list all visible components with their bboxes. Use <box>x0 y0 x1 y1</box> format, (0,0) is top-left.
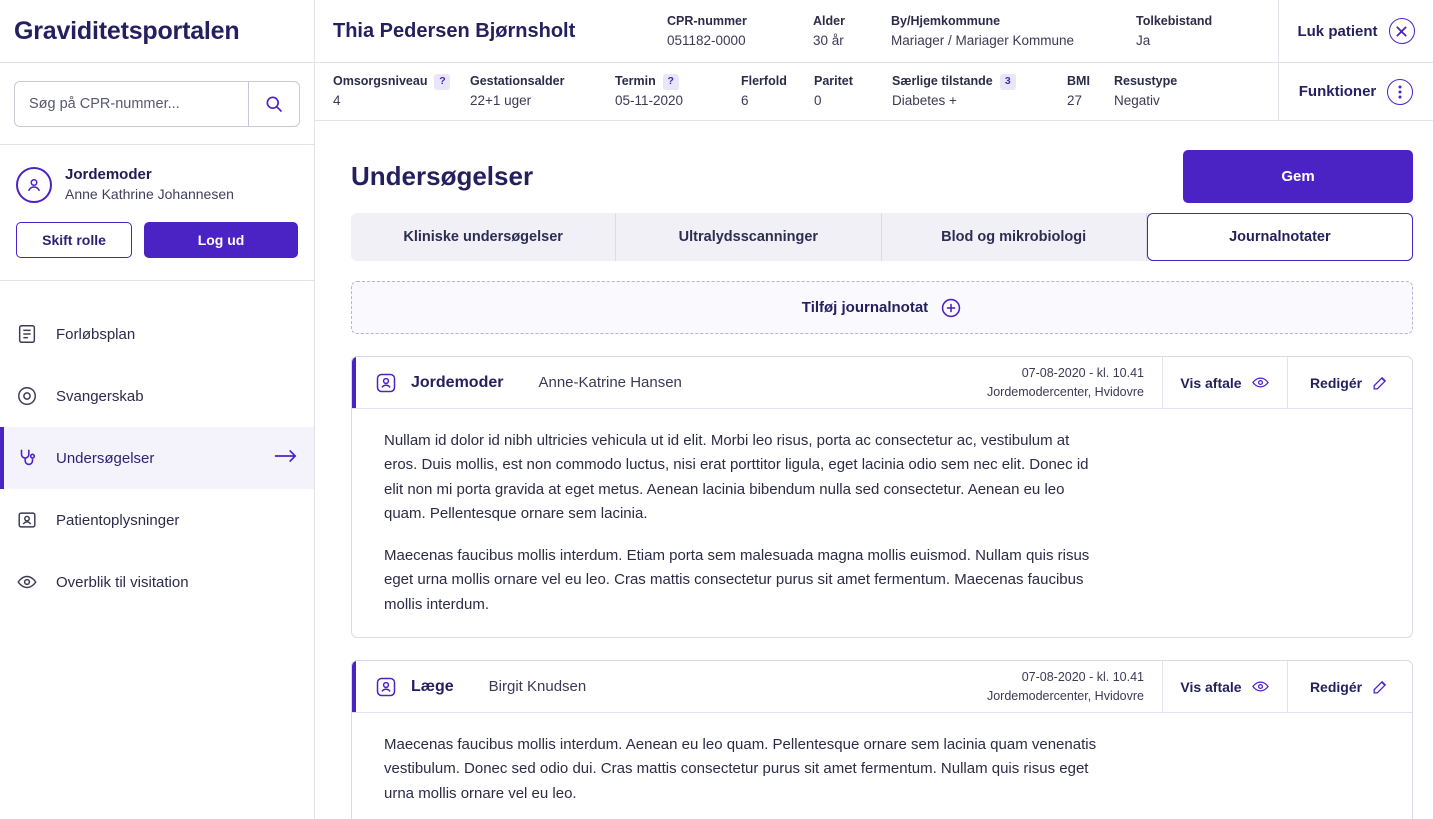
plus-circle-icon <box>940 297 962 319</box>
tab-kliniske-undersogelser[interactable]: Kliniske undersøgelser <box>351 213 616 261</box>
add-journal-note-label: Tilføj journalnotat <box>801 299 929 316</box>
journal-note-role: Læge <box>411 677 454 695</box>
field-value: 27 <box>1067 93 1083 109</box>
clinical-field-flerfold <box>741 72 814 110</box>
role-title: Jordemoder <box>65 166 152 183</box>
journal-note-body <box>352 409 1412 637</box>
field-label <box>892 72 1045 91</box>
field-label-text: Særlige tilstande <box>892 74 993 89</box>
field-value: Mariager / Mariager Kommune <box>891 32 1075 48</box>
clinical-field-resustype <box>1114 72 1224 110</box>
field-value: 30 år <box>813 32 844 48</box>
journal-note-author <box>352 357 987 408</box>
sidebar-item-label: Overblik til visitation <box>56 573 189 591</box>
functions-button[interactable] <box>1278 63 1433 121</box>
sidebar-item-svangerskab[interactable] <box>0 365 314 427</box>
pregnancy-icon <box>14 385 40 407</box>
field-label <box>1114 72 1202 91</box>
pencil-icon <box>1371 373 1390 392</box>
role-buttons <box>16 222 298 258</box>
tab-ultralydsscanninger[interactable]: Ultralydsscanninger <box>616 213 881 261</box>
stethoscope-badge-icon <box>374 675 398 699</box>
page-head <box>335 121 1413 205</box>
field-value: 4 <box>333 93 341 109</box>
journal-note-header <box>352 661 1412 713</box>
journal-note-date: 07-08-2020 - kl. 10.41 <box>1021 669 1144 684</box>
sidebar-item-label: Patientoplysninger <box>56 511 180 529</box>
dots-vertical-icon <box>1387 79 1413 105</box>
id-card-icon <box>14 509 40 531</box>
field-label-text: Paritet <box>814 74 853 89</box>
journal-note-header <box>352 357 1412 409</box>
journal-note-date: 07-08-2020 - kl. 10.41 <box>1021 365 1144 380</box>
journal-note-author <box>352 661 987 712</box>
patient-field-municipality <box>891 12 1136 50</box>
clinical-field-paritet <box>814 72 892 110</box>
field-label <box>470 72 593 91</box>
patient-field-cpr <box>667 12 813 50</box>
patient-header-bar <box>315 0 1433 63</box>
user-circle-icon <box>16 167 52 203</box>
close-patient-button[interactable] <box>1278 0 1433 63</box>
edit-note-label: Redigér <box>1309 678 1363 695</box>
arrow-right-icon <box>274 447 298 470</box>
eye-icon <box>1251 373 1270 392</box>
journal-note-paragraph: Maecenas faucibus mollis interdum. Etiam porta sem malesuada magna mollis euismod. Nullam quis risus eget urna mollis ornare vel eu leo. Cras mattis consectetur purus sit amet fermentum. Maecenas faucibus mollis interdum. <box>384 547 1090 613</box>
journal-note-card <box>351 660 1413 819</box>
logout-button[interactable]: Log ud <box>144 222 298 258</box>
field-value: 051182-0000 <box>667 32 746 48</box>
field-label-text: Termin <box>615 74 656 89</box>
show-appointment-label: Vis aftale <box>1180 678 1242 695</box>
field-value: 22+1 uger <box>470 93 532 109</box>
field-value: 0 <box>814 93 822 109</box>
clinical-field-omsorgsniveau <box>333 72 470 110</box>
search-button[interactable] <box>248 81 300 127</box>
sidebar-item-label: Forløbsplan <box>56 325 136 343</box>
clinical-field-bmi <box>1067 72 1114 110</box>
search-row <box>0 63 314 145</box>
role-user-name: Anne Kathrine Johannesen <box>65 186 234 203</box>
main-area <box>315 0 1433 819</box>
journal-note-meta <box>987 357 1162 408</box>
search-input[interactable] <box>14 81 248 127</box>
help-badge[interactable]: ? <box>663 74 679 90</box>
eye-icon <box>14 571 40 593</box>
clinical-field-termin <box>615 72 741 110</box>
journal-note-place: Jordemodercenter, Hvidovre <box>986 688 1144 703</box>
field-label: Alder <box>813 13 845 28</box>
show-appointment-label: Vis aftale <box>1180 374 1242 391</box>
field-value: 05-11-2020 <box>615 93 684 109</box>
sidebar-item-label: Undersøgelser <box>56 449 155 467</box>
journal-note-place: Jordemodercenter, Hvidovre <box>986 384 1144 399</box>
journal-note-body <box>352 713 1412 819</box>
role-block <box>0 145 314 281</box>
field-label <box>741 72 792 91</box>
field-label <box>333 72 448 91</box>
save-button[interactable]: Gem <box>1183 150 1413 203</box>
help-badge[interactable]: ? <box>434 74 450 90</box>
count-badge[interactable]: 3 <box>1000 74 1016 90</box>
close-patient-label: Luk patient <box>1297 22 1378 40</box>
patient-field-age <box>813 12 891 50</box>
journal-note-person: Birgit Knudsen <box>488 678 587 696</box>
document-icon <box>14 323 40 345</box>
sidebar-item-patientoplysninger[interactable] <box>0 489 314 551</box>
show-appointment-button[interactable] <box>1162 661 1287 712</box>
field-label: By/Hjemkommune <box>891 13 1001 28</box>
tab-bar <box>351 213 1413 261</box>
sidebar-item-forlobsplan[interactable] <box>0 303 314 365</box>
tab-blod-og-mikrobiologi[interactable]: Blod og mikrobiologi <box>882 213 1147 261</box>
field-label: Tolkebistand <box>1136 13 1213 28</box>
field-label-text: BMI <box>1067 74 1090 89</box>
add-journal-note-button[interactable] <box>351 281 1413 334</box>
role-header <box>16 165 298 204</box>
switch-role-button[interactable]: Skift rolle <box>16 222 132 258</box>
stethoscope-badge-icon <box>374 371 398 395</box>
journal-note-card <box>351 356 1413 638</box>
sidebar <box>0 0 315 819</box>
clinical-field-gestationsalder <box>470 72 615 110</box>
tab-journalnotater[interactable]: Journalnotater <box>1147 213 1413 261</box>
field-value: Ja <box>1136 32 1151 48</box>
sidebar-item-label: Svangerskab <box>56 387 144 405</box>
field-label-text: Omsorgsniveau <box>333 74 428 89</box>
field-label <box>814 72 870 91</box>
journal-note-meta <box>987 661 1162 712</box>
search-icon <box>264 94 284 114</box>
page-title: Undersøgelser <box>351 160 534 191</box>
field-label-text: Resustype <box>1114 74 1178 89</box>
field-label <box>1067 72 1092 91</box>
field-label: CPR-nummer <box>667 13 747 28</box>
clinical-field-saerlige-tilstande <box>892 72 1067 110</box>
field-label <box>615 72 719 91</box>
functions-label: Funktioner <box>1298 83 1377 100</box>
content-area <box>315 121 1433 819</box>
edit-note-button[interactable] <box>1287 661 1412 712</box>
edit-note-label: Redigér <box>1309 374 1363 391</box>
journal-note-paragraph: Nullam id dolor id nibh ultricies vehicula ut id elit. Morbi leo risus, porta ac consectetur ac, vestibulum at eros. Duis mollis, est non commodo luctus, nisi erat porttitor ligula, eget lacinia odio sem nec elit. Donec id elit non mi porta gravida at eget metus. Aenean lacinia bibendum nulla sed consectetur. Aenean eu leo quam. Pellentesque ornare sem lacinia. <box>384 432 1089 522</box>
pencil-icon <box>1371 677 1390 696</box>
patient-name: Thia Pedersen Bjørnsholt <box>333 19 576 42</box>
brand-header <box>0 0 314 63</box>
sidebar-item-overblik-til-visitation[interactable] <box>0 551 314 613</box>
field-value: Negativ <box>1114 93 1160 109</box>
patient-field-interpreter <box>1136 12 1256 50</box>
field-value: Diabetes + <box>892 93 957 109</box>
close-circle-icon <box>1389 18 1415 44</box>
sidebar-item-undersogelser[interactable] <box>0 427 314 489</box>
journal-note-role: Jordemoder <box>411 373 504 391</box>
eye-icon <box>1251 677 1270 696</box>
app-title: Graviditetsportalen <box>14 16 240 45</box>
stethoscope-icon <box>14 447 40 469</box>
show-appointment-button[interactable] <box>1162 357 1287 408</box>
edit-note-button[interactable] <box>1287 357 1412 408</box>
field-label-text: Flerfold <box>741 74 787 89</box>
field-value: 6 <box>741 93 749 109</box>
clinical-summary-bar <box>315 63 1433 121</box>
journal-note-paragraph: Maecenas faucibus mollis interdum. Aenean eu leo quam. Pellentesque ornare sem lacinia quam venenatis vestibulum. Donec sed odio dui. Cras mattis consectetur purus sit amet fermentum. Nullam quis risus eget urna mollis ornare vel eu leo. <box>384 736 1097 802</box>
field-label-text: Gestationsalder <box>470 74 565 89</box>
sidebar-nav <box>0 281 314 613</box>
journal-note-person: Anne-Katrine Hansen <box>538 374 682 391</box>
